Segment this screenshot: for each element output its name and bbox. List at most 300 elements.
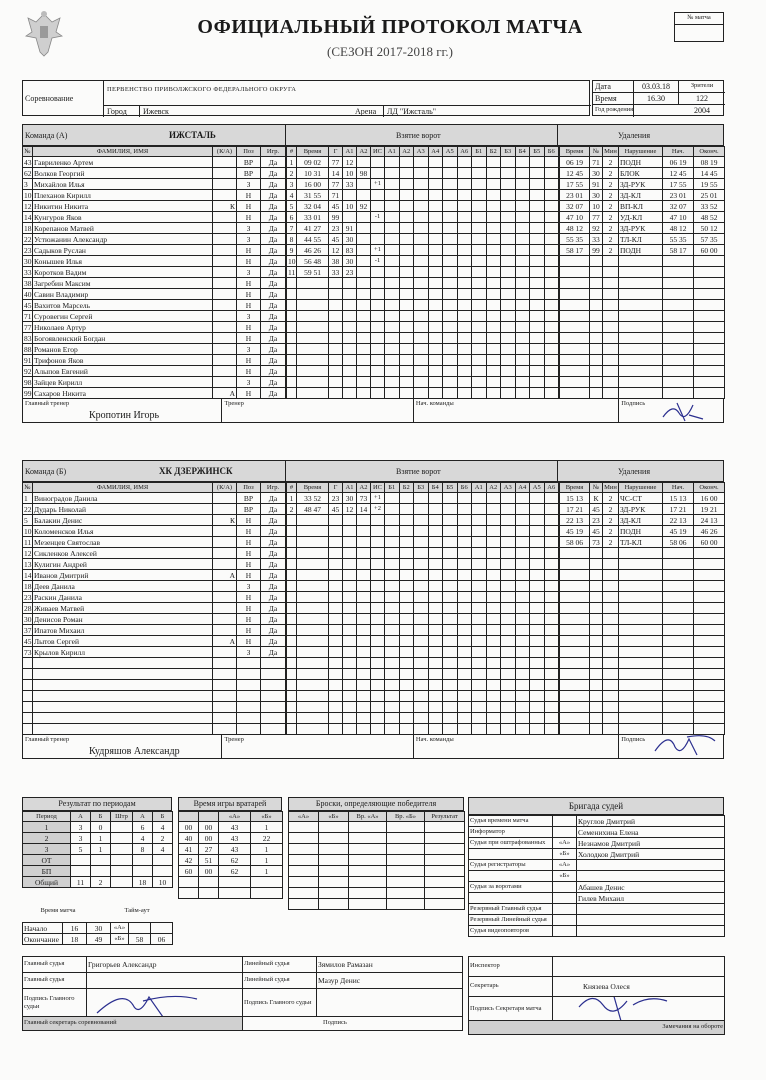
goal-a1 bbox=[343, 537, 357, 548]
onice-cell bbox=[501, 559, 516, 570]
goal-t bbox=[297, 713, 329, 724]
onice-cell bbox=[385, 713, 400, 724]
onice-cell bbox=[414, 322, 429, 333]
penalty-s bbox=[663, 669, 694, 680]
official-role: Информатор bbox=[469, 827, 553, 838]
onice-cell bbox=[385, 702, 400, 713]
goal-g bbox=[329, 614, 343, 625]
penalty-min bbox=[603, 344, 619, 355]
onice-cell bbox=[399, 289, 414, 300]
goal-a2 bbox=[357, 570, 371, 581]
onice-cell bbox=[457, 157, 472, 168]
empty-cell bbox=[425, 888, 465, 899]
onice-cell bbox=[414, 344, 429, 355]
player-position: Н bbox=[237, 245, 261, 256]
onice-cell bbox=[486, 278, 501, 289]
penalty-no bbox=[590, 322, 603, 333]
onice-cell bbox=[443, 636, 458, 647]
goal-is bbox=[371, 724, 385, 735]
onice-cell bbox=[428, 570, 443, 581]
goal-g: 45 bbox=[329, 504, 343, 515]
line-ref-label-2: Линейный судья bbox=[243, 973, 317, 989]
goal-t: 16 00 bbox=[297, 179, 329, 190]
onice-cell bbox=[385, 201, 400, 212]
goal-a1 bbox=[343, 658, 357, 669]
goal-is bbox=[371, 603, 385, 614]
onice-cell bbox=[428, 515, 443, 526]
table-row bbox=[23, 658, 286, 669]
goal-n bbox=[287, 311, 297, 322]
onice-cell bbox=[428, 190, 443, 201]
penalty-min: 2 bbox=[603, 515, 619, 526]
onice-cell bbox=[428, 614, 443, 625]
onice-cell bbox=[428, 526, 443, 537]
table-row bbox=[289, 855, 465, 866]
penalty-t bbox=[560, 647, 590, 658]
table-row bbox=[560, 614, 725, 625]
table-row bbox=[23, 855, 173, 866]
goal-is bbox=[371, 388, 385, 399]
empty-cell bbox=[237, 680, 261, 691]
table-row bbox=[560, 592, 725, 603]
onice-cell bbox=[385, 157, 400, 168]
player-plays: Да bbox=[261, 289, 286, 300]
player-number: 98 bbox=[24, 377, 32, 387]
penalty-min bbox=[603, 713, 619, 724]
periods-col-header: Штр bbox=[111, 812, 133, 822]
table-row bbox=[23, 647, 286, 658]
penalty-v bbox=[619, 713, 663, 724]
onice-cell bbox=[414, 669, 429, 680]
onice-cell bbox=[443, 603, 458, 614]
table-row bbox=[469, 893, 725, 904]
penalty-min bbox=[603, 300, 619, 311]
goal-is bbox=[371, 691, 385, 702]
penalty-t bbox=[560, 691, 590, 702]
onice-cell bbox=[457, 669, 472, 680]
penalty-t: 47 10 bbox=[560, 212, 590, 223]
period-b bbox=[91, 866, 111, 877]
onice-cell bbox=[399, 614, 414, 625]
goals-col-header: Б2 bbox=[399, 483, 414, 493]
penalty-v bbox=[619, 658, 663, 669]
onice-cell bbox=[486, 724, 501, 735]
penalty-v bbox=[619, 289, 663, 300]
onice-cell bbox=[530, 201, 545, 212]
goal-a2 bbox=[357, 212, 371, 223]
onice-cell bbox=[530, 322, 545, 333]
penalty-s: 45 19 bbox=[663, 526, 694, 537]
goal-g bbox=[329, 311, 343, 322]
empty-cell bbox=[23, 658, 33, 669]
onice-cell bbox=[457, 526, 472, 537]
goal-is bbox=[371, 537, 385, 548]
goal-n bbox=[287, 691, 297, 702]
penalty-min: 2 bbox=[603, 190, 619, 201]
player-position: Н bbox=[237, 300, 261, 311]
empty-cell bbox=[289, 833, 319, 844]
onice-cell bbox=[428, 603, 443, 614]
penalty-min bbox=[603, 311, 619, 322]
shootout-col-header: «Б» bbox=[319, 812, 349, 822]
onice-cell bbox=[515, 245, 530, 256]
competition-name: ПЕРВЕНСТВО ПРИВОЛЖСКОГО ФЕДЕРАЛЬНОГО ОКРУГА bbox=[107, 86, 297, 93]
empty-cell bbox=[387, 822, 425, 833]
onice-cell bbox=[501, 289, 516, 300]
onice-cell bbox=[428, 212, 443, 223]
player-plays: Да bbox=[261, 168, 286, 179]
goal-is bbox=[371, 581, 385, 592]
official-role: Судьи при оштрафованных bbox=[469, 838, 553, 849]
goal-n bbox=[287, 680, 297, 691]
table-row bbox=[560, 256, 725, 267]
goalie-time-sec: 00 bbox=[199, 822, 219, 833]
team-a-penalties bbox=[559, 146, 725, 399]
empty-cell bbox=[33, 713, 213, 724]
onice-cell bbox=[385, 680, 400, 691]
goal-n bbox=[287, 278, 297, 289]
goal-t bbox=[297, 724, 329, 735]
period-p: БП bbox=[23, 866, 71, 877]
goal-a1 bbox=[343, 691, 357, 702]
team-b-roster bbox=[22, 482, 286, 735]
player-name: Коротков Вадим bbox=[33, 267, 213, 278]
onice-cell bbox=[486, 702, 501, 713]
onice-cell bbox=[515, 212, 530, 223]
player-position: З bbox=[237, 179, 261, 190]
empty-cell bbox=[213, 669, 237, 680]
onice-cell bbox=[530, 603, 545, 614]
onice-cell bbox=[414, 388, 429, 399]
penalty-s bbox=[663, 548, 694, 559]
goal-t: 56 48 bbox=[297, 256, 329, 267]
goal-g bbox=[329, 548, 343, 559]
empty-cell bbox=[319, 899, 349, 910]
table-row bbox=[23, 256, 286, 267]
penalty-s: 12 45 bbox=[663, 168, 694, 179]
onice-cell bbox=[385, 504, 400, 515]
goal-a1 bbox=[343, 289, 357, 300]
goalie-b: 22 bbox=[251, 833, 283, 844]
onice-cell bbox=[385, 311, 400, 322]
onice-cell bbox=[428, 592, 443, 603]
goal-a1 bbox=[343, 526, 357, 537]
onice-cell bbox=[515, 658, 530, 669]
onice-cell bbox=[501, 570, 516, 581]
onice-cell bbox=[472, 570, 487, 581]
onice-cell bbox=[530, 493, 545, 504]
table-row bbox=[560, 267, 725, 278]
penalty-min: 2 bbox=[603, 493, 619, 504]
onice-cell bbox=[385, 245, 400, 256]
onice-cell bbox=[457, 267, 472, 278]
goal-a2 bbox=[357, 603, 371, 614]
goal-g bbox=[329, 592, 343, 603]
penalty-s bbox=[663, 581, 694, 592]
player-name: Богоявленский Богдан bbox=[33, 333, 213, 344]
goalie-time-sec: 00 bbox=[199, 866, 219, 877]
goal-a1: 23 bbox=[343, 267, 357, 278]
onice-cell bbox=[515, 581, 530, 592]
player-plays: Да bbox=[261, 592, 286, 603]
goal-t: 44 55 bbox=[297, 234, 329, 245]
onice-cell bbox=[385, 581, 400, 592]
player-plays: Да bbox=[261, 212, 286, 223]
goal-is bbox=[371, 570, 385, 581]
goal-is bbox=[371, 658, 385, 669]
penalty-e bbox=[694, 278, 725, 289]
goal-a1 bbox=[343, 724, 357, 735]
table-row bbox=[560, 300, 725, 311]
player-plays: Да bbox=[261, 559, 286, 570]
main-ref-signature-icon bbox=[93, 989, 203, 1017]
penalty-s bbox=[663, 570, 694, 581]
goal-a2 bbox=[357, 724, 371, 735]
onice-cell bbox=[457, 559, 472, 570]
table-row bbox=[23, 614, 286, 625]
official-side bbox=[553, 926, 577, 937]
table-row bbox=[287, 658, 559, 669]
onice-cell bbox=[544, 713, 559, 724]
table-row bbox=[560, 702, 725, 713]
onice-cell bbox=[501, 493, 516, 504]
penalty-min bbox=[603, 592, 619, 603]
empty-cell bbox=[425, 855, 465, 866]
penalty-s bbox=[663, 647, 694, 658]
player-name: Денисов Роман bbox=[33, 614, 213, 625]
player-position: З bbox=[237, 223, 261, 234]
penalty-s: 55 35 bbox=[663, 234, 694, 245]
goal-a1 bbox=[343, 515, 357, 526]
onice-cell bbox=[544, 526, 559, 537]
onice-cell bbox=[486, 245, 501, 256]
goal-t bbox=[297, 344, 329, 355]
penalty-v bbox=[619, 702, 663, 713]
penalty-no bbox=[590, 647, 603, 658]
player-number: 45 bbox=[24, 636, 32, 646]
onice-cell bbox=[385, 537, 400, 548]
empty-cell bbox=[213, 680, 237, 691]
periods-block bbox=[22, 797, 172, 888]
onice-cell bbox=[501, 702, 516, 713]
goal-n bbox=[287, 377, 297, 388]
onice-cell bbox=[472, 289, 487, 300]
penalty-e bbox=[694, 355, 725, 366]
player-role bbox=[213, 190, 237, 201]
onice-cell bbox=[385, 322, 400, 333]
empty-cell bbox=[237, 669, 261, 680]
onice-cell bbox=[457, 289, 472, 300]
onice-cell bbox=[399, 559, 414, 570]
onice-cell bbox=[472, 311, 487, 322]
official-side bbox=[553, 893, 577, 904]
goal-is bbox=[371, 526, 385, 537]
penalty-min: 2 bbox=[603, 168, 619, 179]
goal-is bbox=[371, 702, 385, 713]
team-b-goals bbox=[286, 482, 559, 735]
penalty-no bbox=[590, 570, 603, 581]
onice-cell bbox=[428, 245, 443, 256]
penalty-v bbox=[619, 388, 663, 399]
table-row bbox=[289, 899, 465, 910]
onice-cell bbox=[385, 548, 400, 559]
penalty-min bbox=[603, 658, 619, 669]
goal-a2 bbox=[357, 636, 371, 647]
table-row bbox=[23, 526, 286, 537]
player-number: 30 bbox=[24, 614, 32, 624]
penalty-s bbox=[663, 278, 694, 289]
onice-cell bbox=[530, 647, 545, 658]
goals-col-header: А5 bbox=[530, 483, 545, 493]
onice-cell bbox=[457, 691, 472, 702]
penalty-v: УД-КЛ bbox=[619, 212, 663, 223]
th-pos: Поз bbox=[237, 483, 261, 493]
goal-t: 10 31 bbox=[297, 168, 329, 179]
onice-cell bbox=[501, 377, 516, 388]
onice-cell bbox=[414, 212, 429, 223]
onice-cell bbox=[472, 581, 487, 592]
goal-is bbox=[371, 647, 385, 658]
official-role: Судья регистраторы bbox=[469, 860, 553, 871]
onice-cell bbox=[385, 333, 400, 344]
player-position: Н bbox=[237, 614, 261, 625]
table-row bbox=[287, 614, 559, 625]
periods-col-header: А bbox=[71, 812, 91, 822]
onice-cell bbox=[544, 256, 559, 267]
onice-cell bbox=[399, 724, 414, 735]
onice-cell bbox=[515, 322, 530, 333]
onice-cell bbox=[501, 256, 516, 267]
penalty-t: 48 12 bbox=[560, 223, 590, 234]
birth-year-label: Год рождения bbox=[595, 106, 634, 113]
onice-cell bbox=[486, 537, 501, 548]
goal-is bbox=[371, 344, 385, 355]
onice-cell bbox=[544, 702, 559, 713]
onice-cell bbox=[472, 724, 487, 735]
player-position: Н bbox=[237, 190, 261, 201]
player-role bbox=[213, 493, 237, 504]
player-name: Раскин Данила bbox=[33, 592, 213, 603]
table-row bbox=[23, 581, 286, 592]
onice-cell bbox=[414, 636, 429, 647]
table-row bbox=[469, 827, 725, 838]
onice-cell bbox=[544, 592, 559, 603]
goal-a2: 92 bbox=[357, 201, 371, 212]
goal-a2 bbox=[357, 526, 371, 537]
empty-cell bbox=[425, 833, 465, 844]
onice-cell bbox=[486, 680, 501, 691]
penalty-v bbox=[619, 603, 663, 614]
goal-a2 bbox=[357, 559, 371, 570]
table-row bbox=[23, 377, 286, 388]
onice-cell bbox=[414, 713, 429, 724]
goal-g bbox=[329, 537, 343, 548]
table-row bbox=[469, 926, 725, 937]
goal-is bbox=[371, 201, 385, 212]
goal-a2 bbox=[357, 691, 371, 702]
onice-cell bbox=[544, 493, 559, 504]
goal-t: 32 04 bbox=[297, 201, 329, 212]
onice-cell bbox=[414, 311, 429, 322]
penalty-no bbox=[590, 592, 603, 603]
period-p: 2 bbox=[23, 833, 71, 844]
goal-a1 bbox=[343, 212, 357, 223]
onice-cell bbox=[530, 267, 545, 278]
goal-a1 bbox=[343, 311, 357, 322]
th-no: № bbox=[24, 148, 31, 155]
onice-cell bbox=[530, 691, 545, 702]
player-role bbox=[213, 592, 237, 603]
player-role bbox=[213, 300, 237, 311]
player-position: З bbox=[237, 267, 261, 278]
goal-g bbox=[329, 724, 343, 735]
table-row bbox=[560, 245, 725, 256]
goal-n bbox=[287, 669, 297, 680]
table-row bbox=[23, 559, 286, 570]
onice-cell bbox=[414, 355, 429, 366]
goal-n: 8 bbox=[287, 234, 297, 245]
penalty-no: 92 bbox=[590, 223, 603, 234]
onice-cell bbox=[443, 267, 458, 278]
onice-cell bbox=[530, 724, 545, 735]
onice-cell bbox=[515, 190, 530, 201]
onice-cell bbox=[399, 278, 414, 289]
goal-a2 bbox=[357, 647, 371, 658]
goal-is bbox=[371, 234, 385, 245]
timeout-a-min bbox=[129, 923, 151, 934]
penalty-t bbox=[560, 256, 590, 267]
player-number: 73 bbox=[24, 647, 32, 657]
onice-cell bbox=[544, 366, 559, 377]
onice-cell bbox=[544, 223, 559, 234]
player-plays: Да bbox=[261, 570, 286, 581]
onice-cell bbox=[399, 267, 414, 278]
onice-cell bbox=[428, 366, 443, 377]
goals-col-header: Б4 bbox=[515, 147, 530, 157]
onice-cell bbox=[544, 311, 559, 322]
penalty-e: 14 45 bbox=[694, 168, 725, 179]
goals-col-header: А2 bbox=[486, 483, 501, 493]
team-b-head-coach: Кудряшов Александр bbox=[89, 746, 180, 757]
official-side: «Б» bbox=[553, 849, 577, 860]
goal-a1 bbox=[343, 570, 357, 581]
onice-cell bbox=[443, 658, 458, 669]
sig-main-value bbox=[87, 989, 243, 1017]
player-position: Н bbox=[237, 289, 261, 300]
table-row bbox=[287, 526, 559, 537]
penalty-no bbox=[590, 636, 603, 647]
goal-n: 3 bbox=[287, 179, 297, 190]
sig-secretary-label: Подпись Секретаря матча bbox=[470, 1004, 542, 1012]
onice-cell bbox=[530, 636, 545, 647]
player-number: 14 bbox=[24, 570, 32, 580]
goal-a2 bbox=[357, 278, 371, 289]
goal-t bbox=[297, 333, 329, 344]
periods-col-header: Б bbox=[153, 812, 173, 822]
penalty-v: ЗД-РУК bbox=[619, 504, 663, 515]
table-row bbox=[287, 212, 559, 223]
timeout-b-sec: 06 bbox=[151, 934, 173, 945]
player-position: Н bbox=[237, 559, 261, 570]
player-plays: Да bbox=[261, 537, 286, 548]
player-number: 3 bbox=[23, 179, 33, 190]
onice-cell bbox=[544, 625, 559, 636]
onice-cell bbox=[428, 724, 443, 735]
goal-is bbox=[371, 267, 385, 278]
empty-cell bbox=[289, 899, 319, 910]
penalty-t bbox=[560, 658, 590, 669]
goals-col-header: Б1 bbox=[472, 147, 487, 157]
